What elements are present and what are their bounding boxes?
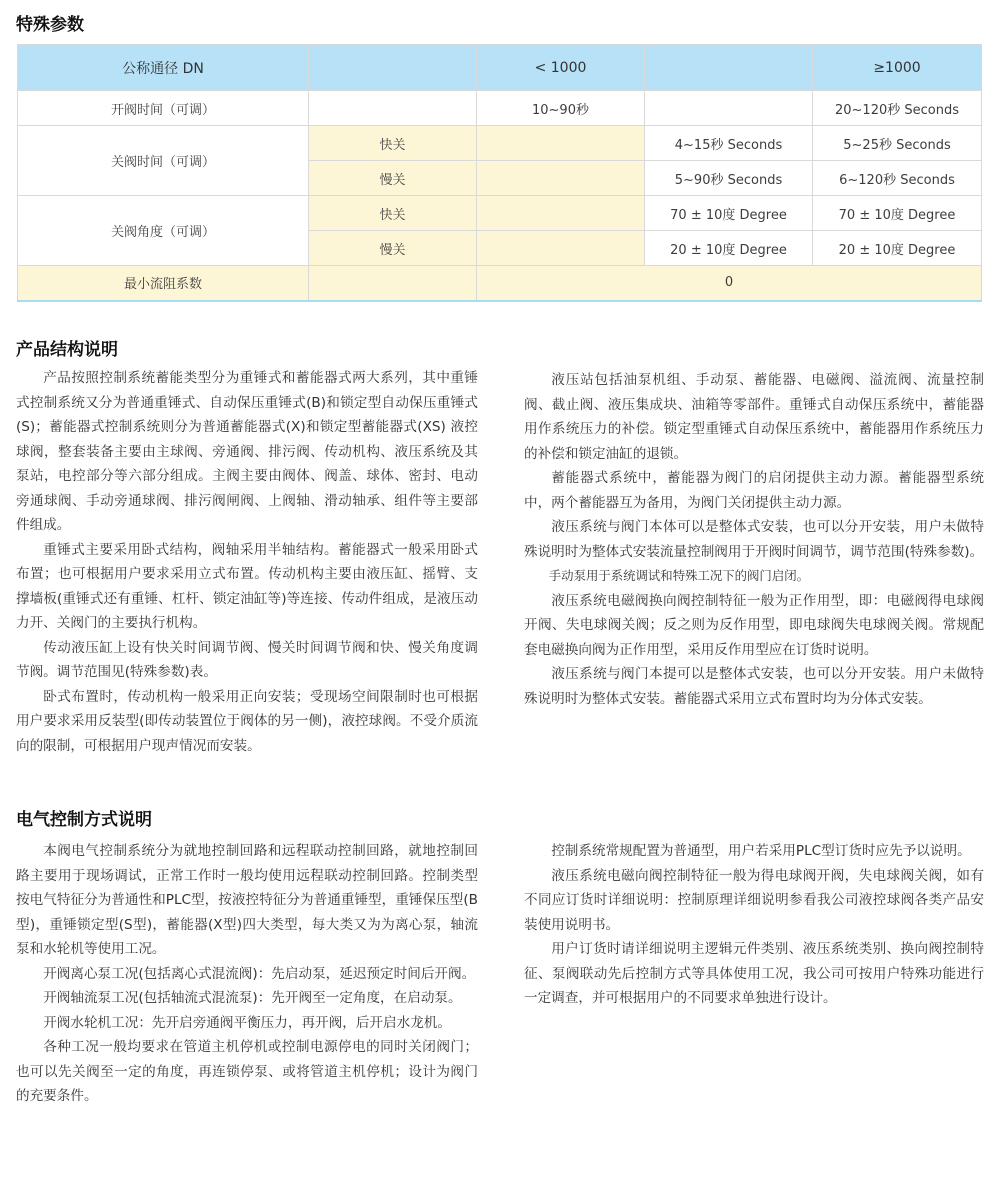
- header-ge1000: ≥1000: [813, 45, 982, 91]
- min-resistance-label: 最小流阻系数: [18, 266, 309, 301]
- close-angle-slow-lt1000: 20 ± 10度 Degree: [645, 231, 813, 266]
- close-angle-slow-ge1000: 20 ± 10度 Degree: [813, 231, 982, 266]
- header-empty-cell: [309, 45, 477, 91]
- product-structure-title: 产品结构说明: [16, 340, 118, 360]
- paragraph: 用户订货时请详细说明主逻辑元件类别、液压系统类别、换向阀控制特征、泵阀联动先后控制方式等具体使用工况，我公司可按用户特殊功能进行一定调查，并可根据用户的不同要求单独进行设计。: [524, 941, 984, 1006]
- paragraph: 各种工况一般均要求在管道主机停机或控制电源停电的同时关闭阀门；也可以先关阀至一定的角度，再连锁停泵、或将管道主机停机；设计为阀门的充要条件。: [16, 1039, 478, 1104]
- open-time-lt1000: 10~90秒: [477, 91, 645, 126]
- paragraph: 开阀离心泵工况(包括离心式混流阀)：先启动泵，延迟预定时间后开阀。: [43, 965, 476, 982]
- empty-cell: [645, 91, 813, 126]
- empty-cell: [477, 196, 645, 231]
- empty-cell: [477, 231, 645, 266]
- paragraph: 液压站包括油泵机组、手动泵、蓄能器、电磁阀、溢流阀、流量控制阀、截止阀、液压集成块、油箱等零部件。重锤式自动保压系统中，蓄能器用作系统压力的补偿。锁定型重锤式自动保压系统中，蓄能器用作系统压力的补偿和锁定油缸的退锁。: [524, 372, 984, 462]
- table-row-open-time: [18, 91, 982, 126]
- paragraph: 重锤式主要采用卧式结构，阀轴采用半轴结构。蓄能器式一般采用卧式布置；也可根据用户要求采用立式布置。传动机构主要由液压缸、摇臂、支撑墙板(重锤式还有重锤、杠杆、锁定油缸等)等连接、传动件组成，是液压动力开、关阀门的主要执行机构。: [16, 541, 478, 631]
- paragraph: 开阀轴流泵工况(包括轴流式混流泵)：先开阀至一定角度，在启动泵。: [43, 990, 462, 1006]
- close-time-fast-lt1000: 4~15秒 Seconds: [645, 126, 813, 161]
- paragraph: 传动液压缸上设有快关时间调节阀、慢关时间调节阀和快、慢关角度调节阀。调节范围见(特殊参数)表。: [16, 639, 478, 680]
- paragraph: 手动泵用于系统调试和特殊工况下的阀门启闭。: [548, 568, 809, 583]
- close-angle-fast-ge1000: 70 ± 10度 Degree: [813, 196, 982, 231]
- paragraph: 控制系统常规配置为普通型，用户若采用PLC型订货时应先予以说明。: [551, 843, 971, 859]
- empty-cell: [477, 161, 645, 196]
- close-angle-slow-label: 慢关: [309, 231, 477, 266]
- paragraph: 液压系统电磁阀换向阀控制特征一般为正作用型，即：电磁阀得电球阀开阀、失电球阀关阀；反之则为反作用型，即电球阀失电球阀关阀。常规配套电磁换向阀为正作用型，采用反作用型应在订货时说明。: [524, 592, 984, 658]
- special-params-title: 特殊参数: [16, 15, 84, 35]
- table-header-row: [18, 45, 982, 91]
- min-resistance-value: 0: [477, 266, 982, 301]
- header-dn-label: 公称通径 DN: [18, 45, 309, 91]
- electrical-right-column: [524, 839, 984, 1011]
- paragraph: 液压系统与阀门本体可以是整体式安装，也可以分开安装，用户未做特殊说明时为整体式安装流量控制阀用于开阀时间调节，调节范围(特殊参数)。: [524, 519, 984, 560]
- close-time-label: 关阀时间（可调）: [18, 126, 309, 196]
- table-row-close-time-fast: [18, 126, 982, 161]
- paragraph: 产品按照控制系统蓄能类型分为重锤式和蓄能器式两大系列，其中重锤式控制系统又分为普通重锤式、自动保压重锤式(B)和锁定型自动保压重锤式(S)；蓄能器式控制系统则分为普通蓄能器式(X)和锁定型蓄能器式(XS) 液控球阀，整套装备主要由主球阀、旁通阀、排污阀、传动机构、液压系统及其泵站，电控部分等六部分组成。主阀主要由阀体、阀盖、球体、密封、电动旁通球阀、手动旁通球阀、排污阀闸阀、上阀轴、滑动轴承、组件等主要部件组成。: [16, 370, 478, 533]
- structure-right-column: [524, 368, 984, 711]
- open-time-ge1000: 20~120秒 Seconds: [813, 91, 982, 126]
- close-angle-label: 关阀角度（可调）: [18, 196, 309, 266]
- empty-cell: [309, 91, 477, 126]
- close-time-slow-ge1000: 6~120秒 Seconds: [813, 161, 982, 196]
- special-params-table: [17, 44, 982, 302]
- close-time-fast-label: 快关: [309, 126, 477, 161]
- paragraph: 本阀电气控制系统分为就地控制回路和远程联动控制回路，就地控制回路主要用于现场调试，正常工作时一般均使用远程联动控制回路。控制类型按电气特征分为普通性和PLC型，按液控特征分为普通重锤型，重锤保压型(B型)，重锤锁定型(S型)，蓄能器(X型)四大类型，每大类又为为离心泵，轴流泵和水轮机等使用工况。: [16, 843, 478, 957]
- table-row-min-resistance: [18, 266, 982, 301]
- close-angle-fast-label: 快关: [309, 196, 477, 231]
- table-row-close-angle-fast: [18, 196, 982, 231]
- header-empty-cell: [645, 45, 813, 91]
- empty-cell: [477, 126, 645, 161]
- close-time-slow-lt1000: 5~90秒 Seconds: [645, 161, 813, 196]
- electrical-control-title: 电气控制方式说明: [16, 810, 152, 830]
- close-time-slow-label: 慢关: [309, 161, 477, 196]
- header-lt1000: < 1000: [477, 45, 645, 91]
- empty-cell: [309, 266, 477, 301]
- close-time-fast-ge1000: 5~25秒 Seconds: [813, 126, 982, 161]
- paragraph: 液压系统与阀门本提可以是整体式安装，也可以分开安装。用户未做特殊说明时为整体式安装。蓄能器式采用立式布置时均为分体式安装。: [524, 666, 984, 707]
- paragraph: 蓄能器式系统中，蓄能器为阀门的启闭提供主动力源。蓄能器型系统中，两个蓄能器互为备用，为阀门关闭提供主动力源。: [524, 470, 984, 511]
- structure-left-column: [16, 366, 478, 758]
- close-angle-fast-lt1000: 70 ± 10度 Degree: [645, 196, 813, 231]
- paragraph: 液压系统电磁向阀控制特征一般为得电球阀开阀，失电球阀关阀，如有不同应订货时详细说明：控制原理详细说明参看我公司液控球阀各类产品安装使用说明书。: [524, 867, 984, 933]
- paragraph: 卧式布置时，传动机构一般采用正向安装；受现场空间限制时也可根据用户要求采用反装型(即传动装置位于阀体的另一侧)，液控球阀。不受介质流向的限制，可根据用户现声情况而安装。: [16, 688, 478, 754]
- open-time-label: 开阀时间（可调）: [18, 91, 309, 126]
- electrical-left-column: [16, 839, 478, 1109]
- paragraph: 开阀水轮机工况：先开启旁通阀平衡压力，再开阀，后开启水龙机。: [43, 1014, 451, 1031]
